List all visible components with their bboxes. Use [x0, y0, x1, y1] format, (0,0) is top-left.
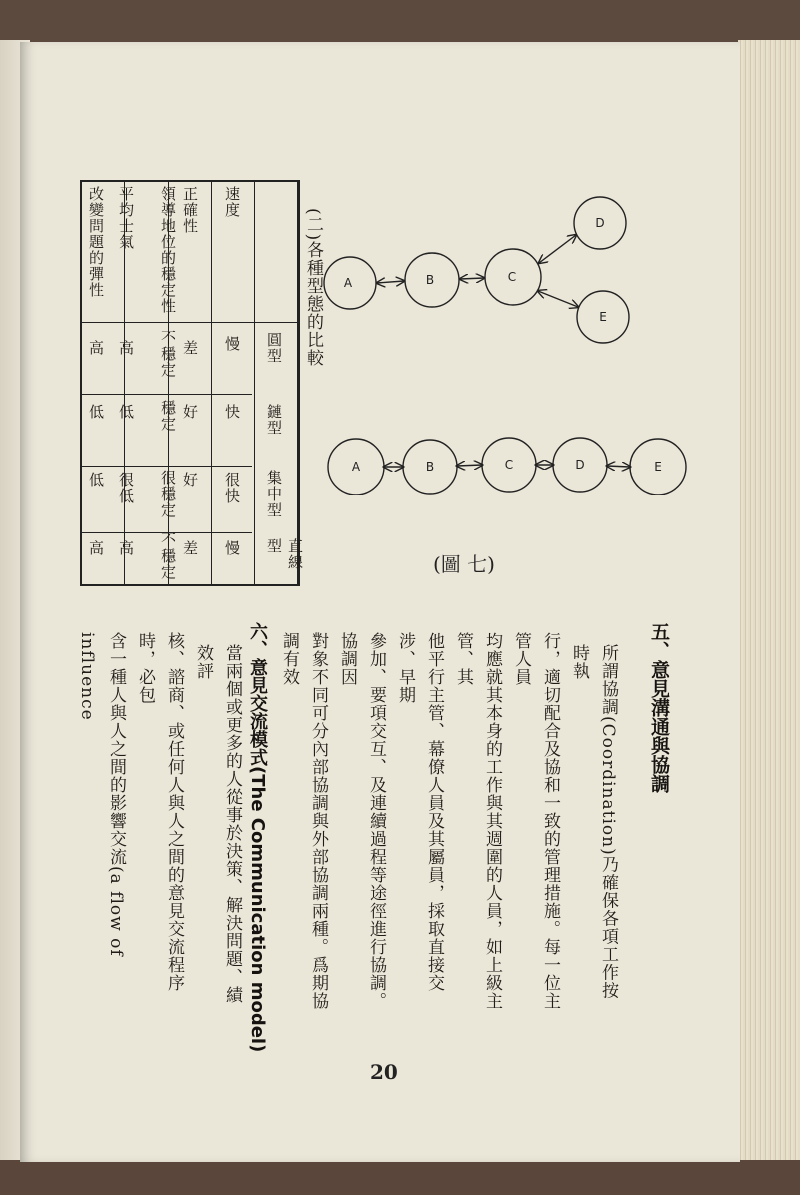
communication-network-diagram: [320, 195, 740, 495]
table-cell: 低: [87, 404, 105, 420]
link-arrow: [538, 291, 578, 307]
table-cell: 不穩定: [159, 330, 177, 378]
table-cell: 低: [87, 472, 105, 488]
table-row-label: 改變問題的彈性: [87, 186, 105, 298]
table-cell: 快: [223, 404, 241, 420]
table-cell: 很穩定: [159, 470, 177, 518]
table-cell: 高: [87, 540, 105, 556]
text-line: 他平行主管、幕僚人員及其屬員，採取直接交涉、早期: [395, 632, 444, 992]
node-label: A: [351, 460, 361, 474]
table-cell: 好: [181, 472, 199, 488]
section-5-body: [278, 632, 622, 1012]
node-label: E: [654, 460, 662, 474]
table-row-label: 平均士氣: [117, 186, 135, 250]
link-arrow: [457, 465, 482, 466]
link-arrow: [539, 235, 576, 263]
section-6-body: [76, 632, 246, 1012]
table-row-label: 領導地位的穩定性: [159, 186, 177, 314]
link-arrow: [377, 281, 404, 283]
section-6-heading: 六、意見交流模式(The Communication model): [247, 622, 268, 1053]
table-cell: 很低: [117, 472, 135, 504]
text-line: 核、諮商、或任何人與人之間的意見交流程序時，必包: [135, 632, 184, 992]
text-line: 對象不同可分內部協調與外部協調兩種。爲期協調有效: [279, 632, 328, 1010]
comparison-table: [80, 180, 304, 586]
table-cell: 差: [181, 540, 199, 556]
page-number: 20: [370, 1060, 398, 1084]
table-cell: 穩定: [159, 400, 177, 432]
figure-caption: (圖 七): [433, 552, 495, 576]
table-col-header: 直線型: [265, 538, 304, 570]
table-cell: 不穩定: [159, 532, 177, 580]
text-line: 當兩個或更多的人從事於決策、解決問題、績效評: [193, 644, 242, 1004]
node-label: C: [504, 458, 514, 472]
table-row-label: 速度: [223, 186, 241, 218]
node-label: A: [343, 276, 353, 290]
node-label: B: [425, 273, 435, 287]
table-title: (二)各種型態的比較: [303, 208, 323, 368]
link-arrow: [607, 466, 630, 467]
text-line: 均應就其本身的工作與其週圍的人員，如上級主管、其: [453, 632, 502, 1010]
text-line: 所謂協調(Coordination)乃確保各項工作按時執: [569, 644, 618, 1000]
table-cell: 高: [117, 340, 135, 356]
centralized-network: [324, 197, 629, 343]
text-line: 行，適切配合及協和一致的管理措施。每一位主管人員: [511, 632, 560, 1010]
node-label: E: [599, 310, 607, 324]
table-col-header: 圓型: [265, 332, 283, 364]
book-cover-top: [0, 0, 800, 44]
section-5-heading: 五、意見溝通與協調: [648, 622, 670, 793]
table-row-label: 正確性: [181, 186, 199, 234]
table-cell: 高: [87, 340, 105, 356]
link-arrow: [460, 278, 484, 279]
text-line: 參加、要項交互、及連續過程等途徑進行協調。協調因: [337, 632, 386, 1010]
table-cell: 差: [181, 340, 199, 356]
book-cover-bottom: [0, 1160, 800, 1195]
node-label: D: [575, 458, 585, 472]
node-label: B: [425, 460, 435, 474]
table-cell: 低: [117, 404, 135, 420]
table-col-header: 集中型: [265, 470, 283, 518]
table-cell: 很快: [223, 472, 241, 504]
node-label: C: [507, 270, 517, 284]
page-stack-edge: [738, 40, 800, 1180]
table-cell: 慢: [223, 336, 241, 352]
text-line: 含一種人與人之間的影響交流(a flow of influence: [77, 632, 126, 957]
table-cell: 慢: [223, 540, 241, 556]
node-label: D: [595, 216, 605, 230]
table-col-header: 鏈型: [265, 404, 283, 436]
table-cell: 高: [117, 540, 135, 556]
table-cell: 好: [181, 404, 199, 420]
